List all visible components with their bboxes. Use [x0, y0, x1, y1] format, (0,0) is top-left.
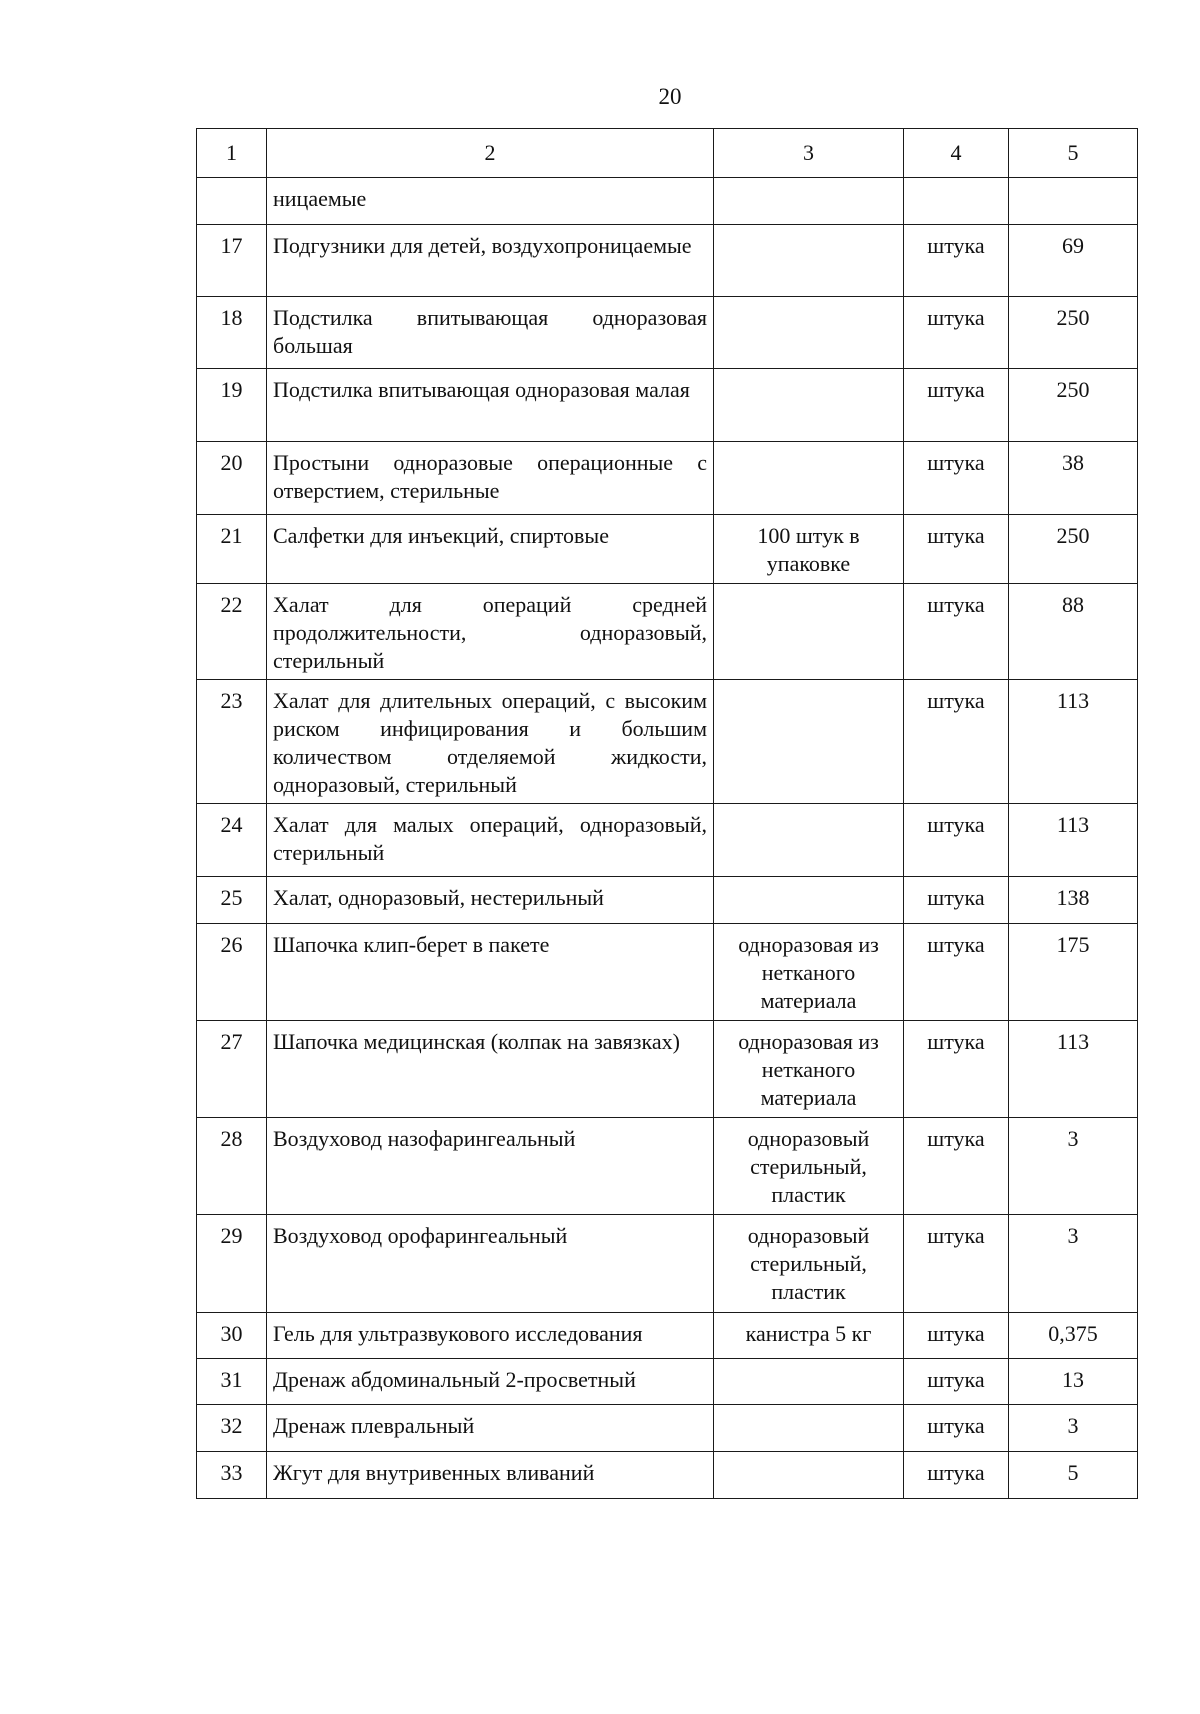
item-name-cell: Простыни одноразовые операционные с отверстием, стерильные: [267, 442, 714, 515]
item-name-cell: Шапочка медицинская (колпак на завязках): [267, 1021, 714, 1118]
item-name-cell: Шапочка клип-берет в пакете: [267, 924, 714, 1021]
quantity-cell: 3: [1009, 1405, 1138, 1452]
table-header-row: [197, 129, 1138, 178]
table-row: [197, 804, 1138, 877]
item-spec-cell: [714, 1359, 904, 1405]
unit-cell: штука: [904, 225, 1009, 297]
row-number-cell: 32: [197, 1405, 267, 1452]
item-name-cell: Халат, одноразовый, нестерильный: [267, 877, 714, 924]
table-row: [197, 442, 1138, 515]
header-cell: 3: [714, 129, 904, 178]
quantity-cell: 138: [1009, 877, 1138, 924]
table-row: [197, 225, 1138, 297]
item-name-cell: Подстилка впитывающая одноразовая малая: [267, 369, 714, 442]
unit-cell: штука: [904, 442, 1009, 515]
item-name-cell: ницаемые: [267, 178, 714, 225]
supplies-table: [196, 128, 1138, 1499]
table-row: [197, 1021, 1138, 1118]
item-name-cell: Халат для операций средней продолжительности, одноразовый, стерильный: [267, 584, 714, 680]
quantity-cell: 38: [1009, 442, 1138, 515]
table-row: [197, 1405, 1138, 1452]
quantity-cell: 250: [1009, 297, 1138, 369]
unit-cell: [904, 178, 1009, 225]
item-name-cell: Подгузники для детей, воздухопроницаемые: [267, 225, 714, 297]
table-row: [197, 369, 1138, 442]
row-number-cell: 28: [197, 1118, 267, 1215]
unit-cell: штука: [904, 1215, 1009, 1313]
unit-cell: штука: [904, 1118, 1009, 1215]
quantity-cell: 0,375: [1009, 1313, 1138, 1359]
row-number-cell: 26: [197, 924, 267, 1021]
item-name-cell: Жгут для внутривенных вливаний: [267, 1452, 714, 1499]
item-name-cell: Воздуховод орофарингеальный: [267, 1215, 714, 1313]
item-spec-cell: [714, 877, 904, 924]
unit-cell: штука: [904, 369, 1009, 442]
row-number-cell: 18: [197, 297, 267, 369]
item-spec-cell: одноразовая из нетканого материала: [714, 1021, 904, 1118]
item-spec-cell: [714, 1452, 904, 1499]
table-row: [197, 1118, 1138, 1215]
quantity-cell: 250: [1009, 515, 1138, 584]
item-spec-cell: [714, 369, 904, 442]
quantity-cell: 13: [1009, 1359, 1138, 1405]
item-spec-cell: канистра 5 кг: [714, 1313, 904, 1359]
header-cell: 1: [197, 129, 267, 178]
page-number: 20: [658, 84, 682, 109]
row-number-cell: 21: [197, 515, 267, 584]
row-number-cell: 17: [197, 225, 267, 297]
item-name-cell: Гель для ультразвукового исследования: [267, 1313, 714, 1359]
item-spec-cell: одноразовый стерильный, пластик: [714, 1118, 904, 1215]
table-row: [197, 877, 1138, 924]
table-row: [197, 297, 1138, 369]
row-number-cell: 25: [197, 877, 267, 924]
item-name-cell: Дренаж абдоминальный 2-просветный: [267, 1359, 714, 1405]
quantity-cell: 88: [1009, 584, 1138, 680]
quantity-cell: 5: [1009, 1452, 1138, 1499]
table-body: [197, 129, 1138, 1499]
unit-cell: штука: [904, 924, 1009, 1021]
item-spec-cell: [714, 680, 904, 804]
row-number-cell: 23: [197, 680, 267, 804]
item-spec-cell: [714, 297, 904, 369]
quantity-cell: 3: [1009, 1118, 1138, 1215]
quantity-cell: 113: [1009, 1021, 1138, 1118]
unit-cell: штука: [904, 1452, 1009, 1499]
row-number-cell: 24: [197, 804, 267, 877]
table-row: [197, 515, 1138, 584]
item-spec-cell: [714, 442, 904, 515]
row-number-cell: 20: [197, 442, 267, 515]
item-spec-cell: одноразовый стерильный, пластик: [714, 1215, 904, 1313]
table-row: [197, 680, 1138, 804]
unit-cell: штука: [904, 515, 1009, 584]
quantity-cell: 3: [1009, 1215, 1138, 1313]
quantity-cell: 69: [1009, 225, 1138, 297]
table-row: [197, 178, 1138, 225]
unit-cell: штука: [904, 1021, 1009, 1118]
table-row: [197, 584, 1138, 680]
unit-cell: штука: [904, 584, 1009, 680]
item-name-cell: Подстилка впитывающая одноразовая большая: [267, 297, 714, 369]
row-number-cell: 19: [197, 369, 267, 442]
unit-cell: штука: [904, 877, 1009, 924]
item-name-cell: Дренаж плевральный: [267, 1405, 714, 1452]
row-number-cell: 27: [197, 1021, 267, 1118]
header-cell: 4: [904, 129, 1009, 178]
header-cell: 5: [1009, 129, 1138, 178]
quantity-cell: 113: [1009, 680, 1138, 804]
item-name-cell: Воздуховод назофарингеальный: [267, 1118, 714, 1215]
row-number-cell: 29: [197, 1215, 267, 1313]
row-number-cell: 22: [197, 584, 267, 680]
table-row: [197, 1215, 1138, 1313]
item-name-cell: Халат для длительных операций, с высоким риском инфицирования и большим количеством отделяемой жидкости, одноразовый, стерильный: [267, 680, 714, 804]
quantity-cell: [1009, 178, 1138, 225]
table-row: [197, 1359, 1138, 1405]
row-number-cell: [197, 178, 267, 225]
unit-cell: штука: [904, 804, 1009, 877]
unit-cell: штука: [904, 297, 1009, 369]
item-spec-cell: [714, 1405, 904, 1452]
table-row: [197, 1313, 1138, 1359]
quantity-cell: 113: [1009, 804, 1138, 877]
table-row: [197, 924, 1138, 1021]
unit-cell: штука: [904, 680, 1009, 804]
item-spec-cell: [714, 178, 904, 225]
quantity-cell: 175: [1009, 924, 1138, 1021]
unit-cell: штука: [904, 1359, 1009, 1405]
row-number-cell: 30: [197, 1313, 267, 1359]
item-spec-cell: одноразовая из нетканого материала: [714, 924, 904, 1021]
row-number-cell: 33: [197, 1452, 267, 1499]
quantity-cell: 250: [1009, 369, 1138, 442]
table-row: [197, 1452, 1138, 1499]
item-spec-cell: 100 штук в упаковке: [714, 515, 904, 584]
item-spec-cell: [714, 584, 904, 680]
header-cell: 2: [267, 129, 714, 178]
item-name-cell: Салфетки для инъекций, спиртовые: [267, 515, 714, 584]
item-spec-cell: [714, 804, 904, 877]
item-name-cell: Халат для малых операций, одноразовый, стерильный: [267, 804, 714, 877]
row-number-cell: 31: [197, 1359, 267, 1405]
unit-cell: штука: [904, 1405, 1009, 1452]
unit-cell: штука: [904, 1313, 1009, 1359]
item-spec-cell: [714, 225, 904, 297]
